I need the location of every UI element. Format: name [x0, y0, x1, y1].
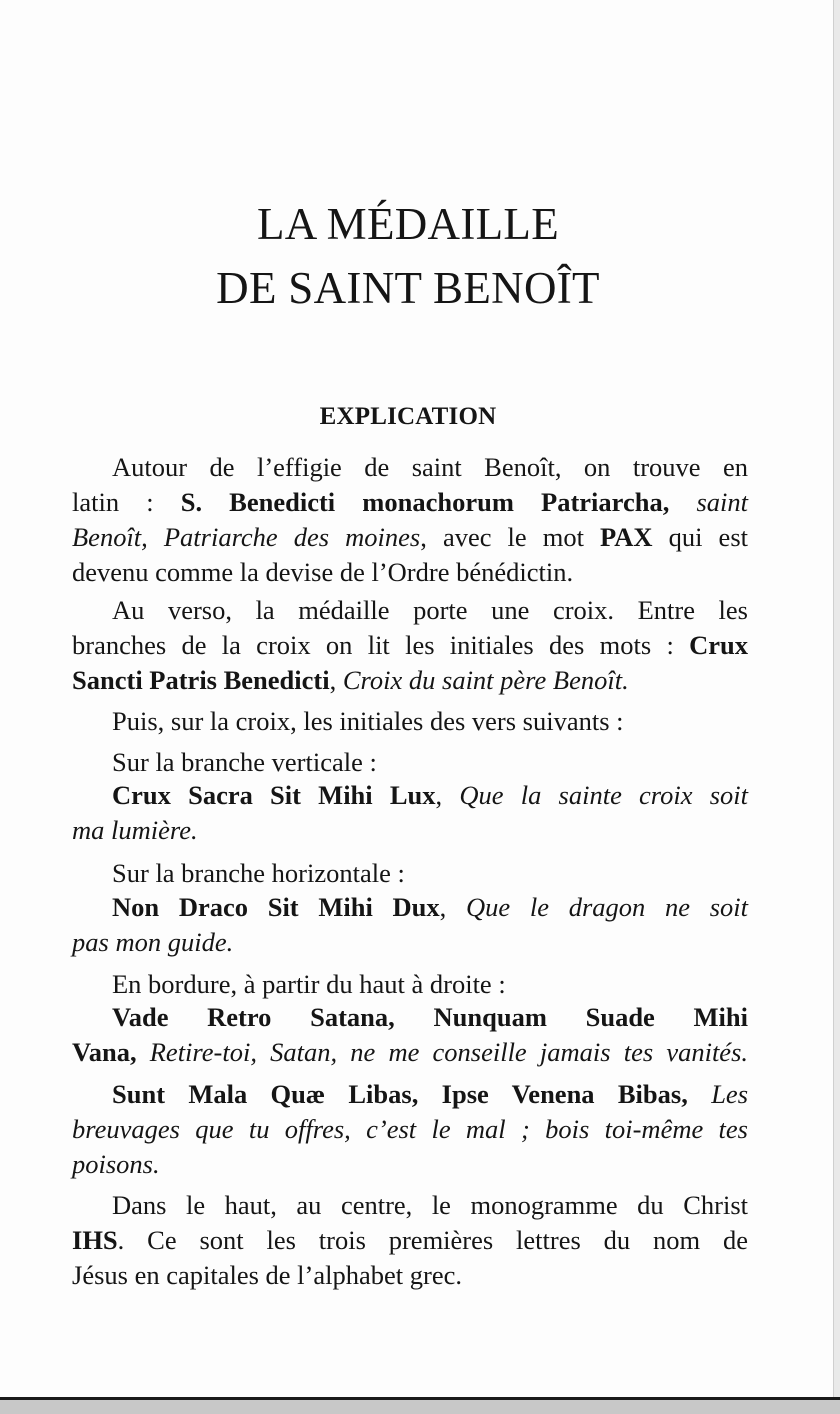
text-line: Puis, sur la croix, les initiales des vers suivants : — [112, 706, 624, 736]
text-line: Sur la branche horizontale : — [112, 858, 405, 888]
translation: Que la sainte croix soit — [459, 780, 748, 810]
text-line — [72, 1258, 748, 1293]
text-span: , avec le mot — [420, 522, 601, 552]
text-span: Jésus en capitales de l’alphabet grec. — [72, 1260, 462, 1290]
translation: Retire-toi, Satan, ne me conseille jamais tes vanités. — [149, 1037, 749, 1067]
latin-phrase: Vana, — [72, 1037, 137, 1067]
text-line: En bordure, à partir du haut à droite : — [112, 969, 506, 999]
text-span: qui est — [652, 522, 748, 552]
text-line — [72, 925, 748, 960]
translation: Benoît, Patriarche des moines — [72, 522, 421, 552]
text-line — [72, 1223, 748, 1258]
text-line — [72, 1147, 748, 1182]
text-line — [72, 1000, 748, 1035]
page-title-line-2: DE SAINT BENOÎT — [216, 263, 600, 313]
text-line — [72, 555, 748, 590]
text-span — [137, 1037, 150, 1067]
latin-phrase: Non Draco Sit Mihi Dux — [112, 892, 440, 922]
translation: pas mon guide. — [72, 927, 234, 957]
translation: saint — [669, 487, 748, 517]
paragraph-sunt-mala — [72, 1077, 748, 1182]
latin-phrase: Crux Sacra Sit Mihi Lux — [112, 780, 436, 810]
text-span: , — [439, 892, 467, 922]
latin-phrase: Sancti Patris Benedicti — [72, 665, 330, 695]
translation: ma lumière. — [72, 815, 198, 845]
paragraph-non-draco — [72, 890, 748, 960]
paragraph-bordure — [72, 967, 748, 1002]
text-line — [72, 593, 748, 628]
text-span: latin : — [72, 487, 181, 517]
text-line — [72, 628, 748, 663]
text-span: , — [329, 665, 343, 695]
text-line — [72, 663, 748, 698]
latin-word: IHS — [72, 1225, 118, 1255]
text-line — [72, 1077, 748, 1112]
text-line — [72, 1188, 748, 1223]
page-title-line-1: LA MÉDAILLE — [257, 199, 559, 249]
text-span: Autour de l’effigie de saint Benoît, on trouve en — [112, 452, 748, 482]
page-edge-right — [833, 0, 840, 1414]
text-line — [72, 890, 748, 925]
translation: poisons. — [72, 1149, 160, 1179]
text-line — [72, 813, 748, 848]
latin-phrase: Crux — [689, 630, 748, 660]
text-span: , — [435, 780, 460, 810]
translation: Les — [711, 1079, 749, 1109]
translation: breuvages que tu offres, c’est le mal ; bois toi-même tes — [72, 1114, 748, 1144]
text-line — [72, 485, 748, 520]
paragraph-effigie — [72, 450, 748, 590]
latin-phrase: Sunt Mala Quæ Libas, Ipse Venena Bibas, — [112, 1079, 688, 1109]
translation: Croix du saint père Benoît. — [342, 665, 629, 695]
text-span — [688, 1079, 711, 1109]
text-line — [72, 450, 748, 485]
text-line — [72, 520, 748, 555]
latin-word: PAX — [600, 522, 653, 552]
text-span: Au verso, la médaille porte une croix. Entre les — [112, 595, 748, 625]
text-span: . Ce sont les trois premières lettres du nom de — [117, 1225, 748, 1255]
paragraph-crux-sacra — [72, 778, 748, 848]
paragraph-vade-retro — [72, 1000, 748, 1070]
text-line — [72, 778, 748, 813]
paragraph-verso — [72, 593, 748, 698]
latin-phrase: S. Benedicti monachorum Patriarcha, — [180, 487, 670, 517]
paragraph-monogramme — [72, 1188, 748, 1293]
latin-phrase: Vade Retro Satana, Nunquam Suade Mihi — [112, 1002, 748, 1032]
text-line — [72, 1035, 748, 1070]
text-span: devenu comme la devise de l’Ordre bénédictin. — [72, 557, 574, 587]
paragraph-branche-horizontale — [72, 856, 748, 891]
section-heading: EXPLICATION — [319, 403, 497, 430]
text-span: branches de la croix on lit les initiales des mots : — [72, 630, 690, 660]
translation: Que le dragon ne soit — [466, 892, 748, 922]
text-span: Dans le haut, au centre, le monogramme du Christ — [112, 1190, 748, 1220]
text-line: Sur la branche verticale : — [112, 747, 377, 777]
paragraph-branche-verticale — [72, 745, 748, 780]
text-line — [72, 1112, 748, 1147]
paragraph-initiales — [72, 704, 748, 739]
page-edge-bottom — [0, 1397, 840, 1414]
